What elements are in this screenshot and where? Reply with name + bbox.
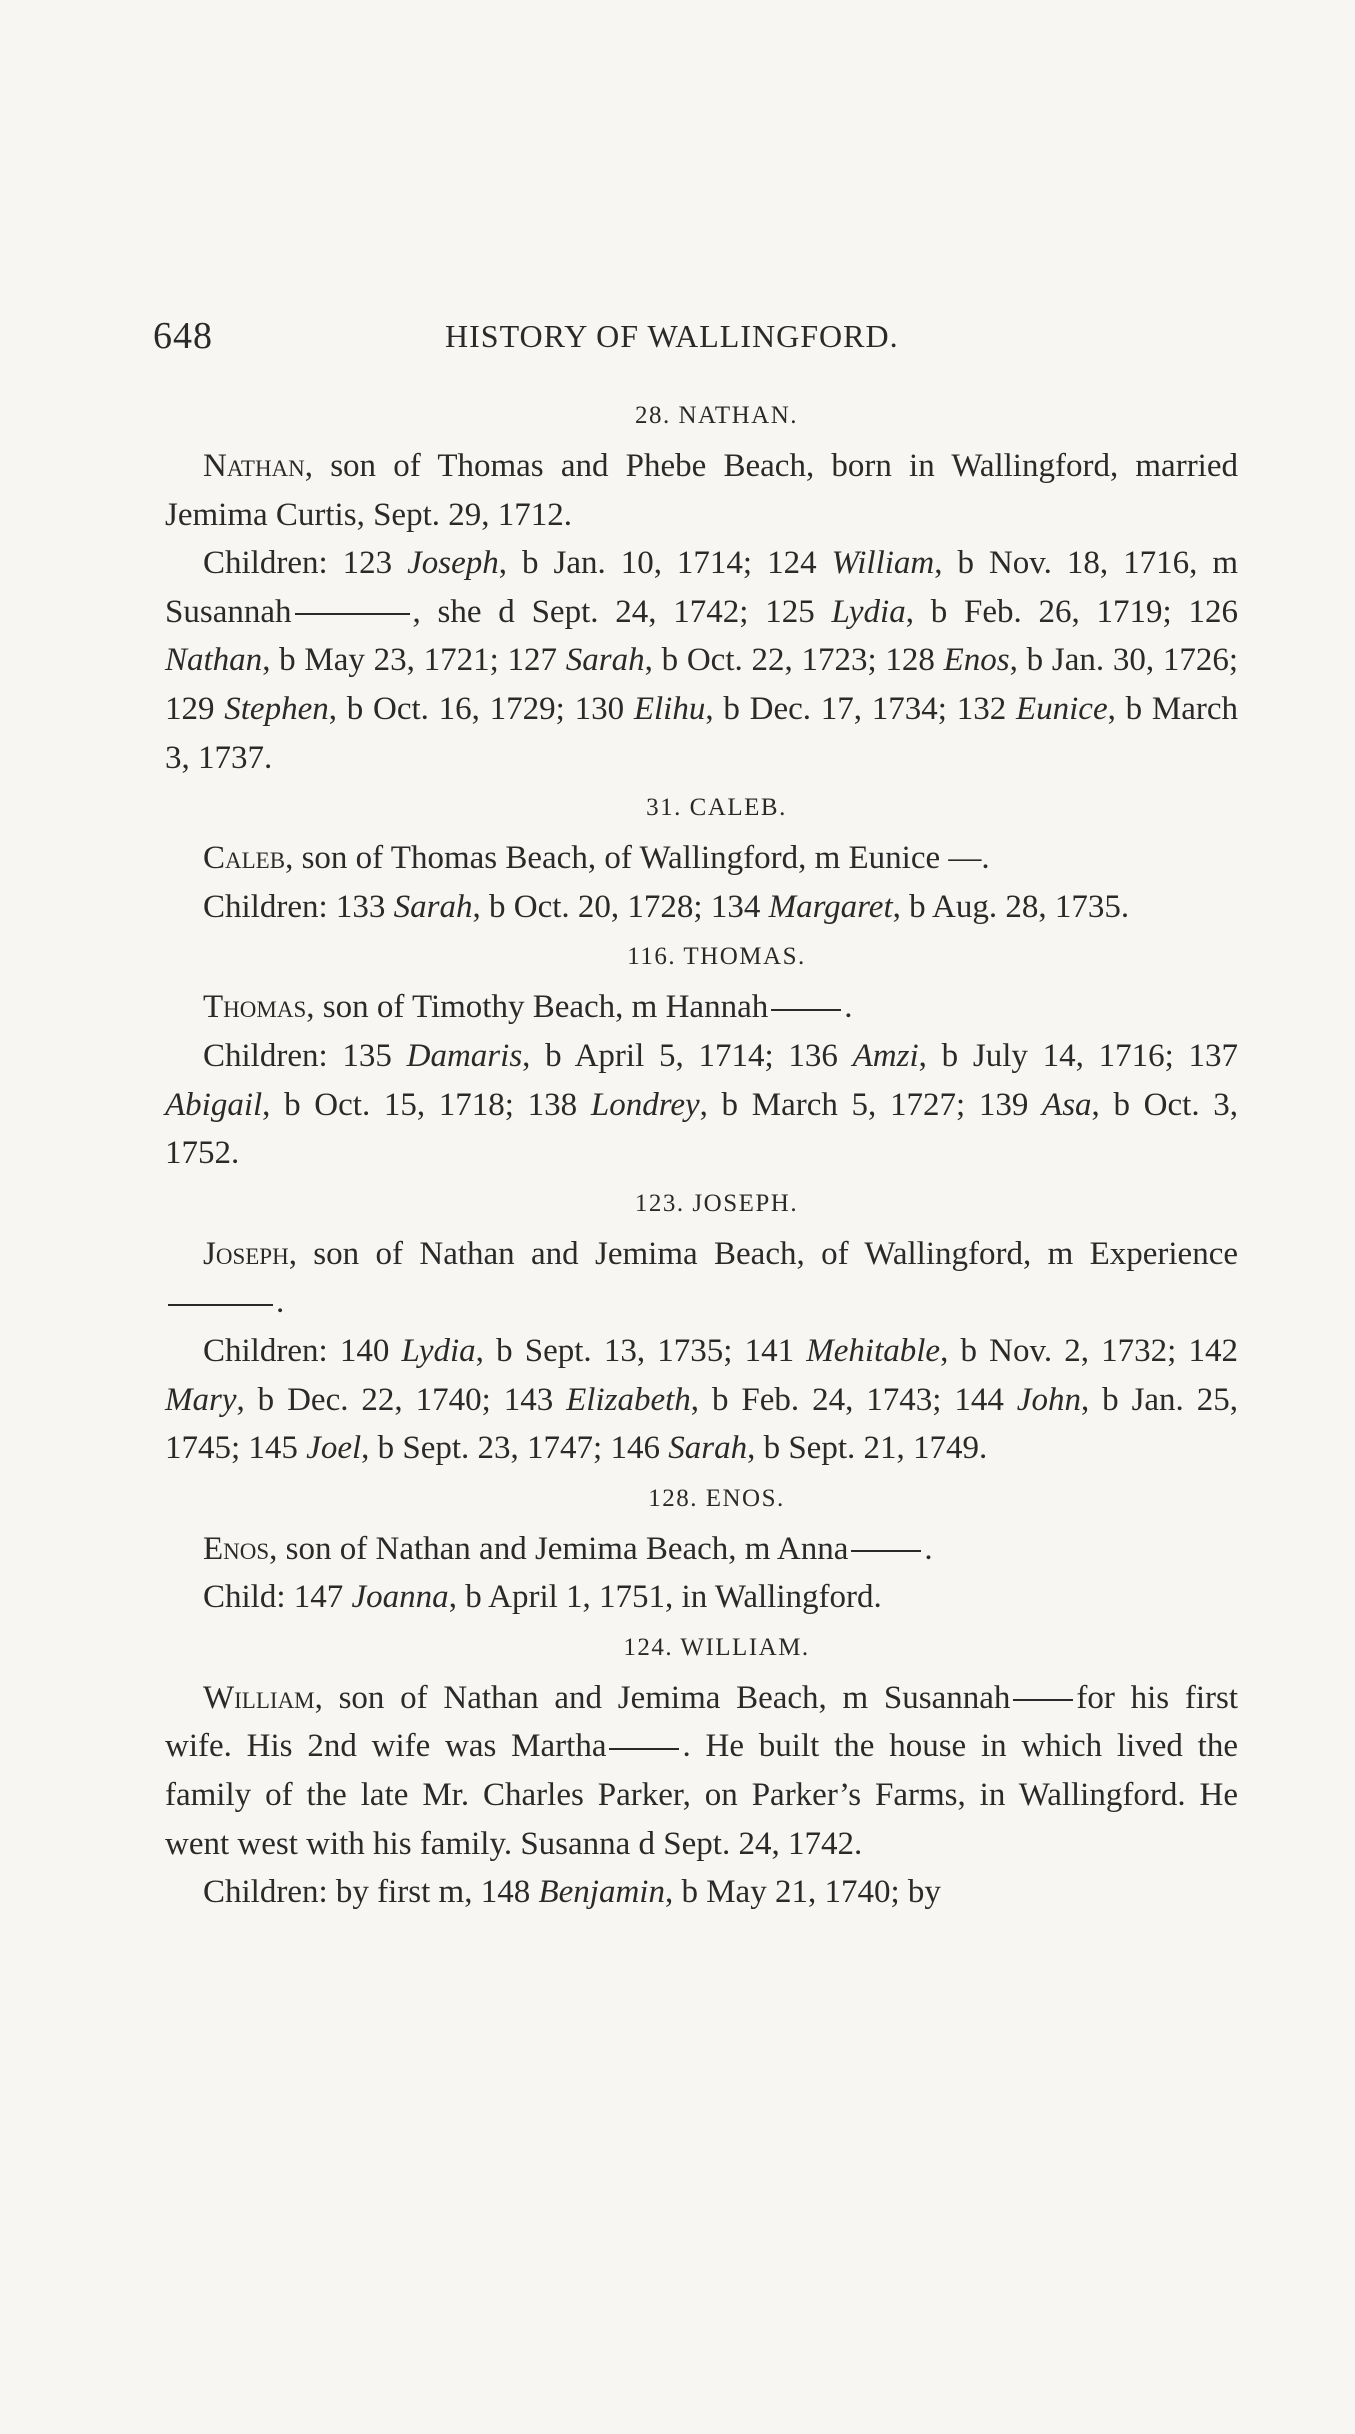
child-name: Sarah [393,888,473,925]
genealogy-text [165,390,1238,1917]
entry-text: , b Oct. 3, 1752. [165,1086,1239,1172]
child-name: Enos [943,642,1010,679]
entry-text: , she d Sept. 24, 1742; 125 [412,593,832,630]
entry-paragraph [165,834,1238,883]
entry-text: , b Feb. 24, 1743; 144 [690,1381,1017,1418]
section-heading: 123. JOSEPH. [634,1189,799,1217]
children-paragraph [165,1868,1238,1917]
entry-text: , b Jan. 30, 1726; 129 [165,642,1238,727]
entry-text: , b March 3, 1737. [165,690,1238,776]
entry-text: , son of Nathan and Jemima Beach, m Anna [269,1530,849,1567]
entry-paragraph [165,1230,1238,1327]
entry-text: , son of Timothy Beach, m Hannah [306,989,769,1026]
entry-text: , b Nov. 2, 1732; 142 [940,1332,1238,1369]
page-number: 648 [153,315,213,357]
entry-text: , b May 23, 1721; 127 [262,642,566,679]
section-heading: 128. ENOS. [648,1484,785,1512]
section-heading: 31. CALEB. [646,794,787,822]
children-paragraph [165,883,1238,932]
blank-dash [851,1550,921,1552]
blank-dash [609,1748,679,1750]
person-name: Joseph [203,1235,289,1272]
entry-paragraph [165,1674,1238,1868]
entry-text: Children: 140 [203,1332,402,1369]
entry-text: , b Sept. 23, 1747; 146 [361,1430,669,1467]
entry-text: for his first wife. His 2nd wife was Martha [165,1679,1238,1765]
child-name: Stephen [224,690,329,727]
children-paragraph [165,1573,1238,1622]
entry-text: , b May 21, 1740; by [664,1874,941,1911]
child-name: Sarah [668,1430,748,1467]
entry-text: . He built the house in which lived the family of the late Mr. Charles Parker, on Parker’s Farms, in Wallingford. He went west with his family. Susanna d Sept. 24, 1742. [165,1728,1238,1862]
entry-text: Children: by first m, 148 [203,1874,539,1911]
person-name: Caleb [203,840,286,877]
child-name: John [1016,1381,1081,1418]
entry-text: , b April 1, 1751, in Wallingford. [448,1579,882,1616]
child-name: Joanna [351,1579,449,1616]
blank-dash [1013,1699,1073,1701]
blank-dash [168,1304,273,1306]
entry-text: , son of Nathan and Jemima Beach, of Wallingford, m Experience [288,1235,1238,1272]
running-head [153,314,1238,364]
child-name: Nathan [165,642,263,679]
entry-text: , b Feb. 26, 1719; 126 [905,593,1239,630]
entry-text: , son of Thomas Beach, of Wallingford, m Eunice —. [285,840,990,877]
child-name: Abigail [165,1086,263,1123]
entry-text: , b Oct. 16, 1729; 130 [328,690,634,727]
entry-text: . [924,1530,933,1567]
child-name: Mary [165,1381,237,1418]
child-name: Lydia [401,1332,476,1369]
child-name: Damaris [406,1037,523,1074]
entry-text: , b Nov. 18, 1716, m Susannah [165,545,1239,630]
entry-text: , b Sept. 21, 1749. [747,1430,988,1467]
child-name: Lydia [831,593,906,630]
section-heading: 124. WILLIAM. [623,1633,810,1661]
entry-text: , b Jan. 25, 1745; 145 [165,1381,1238,1467]
entry-text: , b July 14, 1716; 137 [918,1037,1239,1074]
child-name: Asa [1042,1086,1092,1123]
entry-paragraph [165,983,1238,1032]
child-name: Joseph [407,545,499,582]
entry-text: , b Sept. 13, 1735; 141 [475,1332,807,1369]
entry-text: , b Oct. 15, 1718; 138 [262,1086,591,1123]
entry-paragraph [165,1525,1238,1574]
entry-text: Children: 133 [203,888,394,925]
entry-text: Child: 147 [203,1579,352,1616]
children-paragraph [165,1327,1238,1473]
entry-text: . [276,1284,285,1321]
person-name: William [203,1679,315,1716]
child-name: Eunice [1015,690,1108,727]
child-name: William [831,545,935,582]
entry-text: Children: 135 [203,1037,407,1074]
entry-text: , b Dec. 17, 1734; 132 [705,690,1016,727]
entry-text: , b Jan. 10, 1714; 124 [498,545,832,582]
child-name: Mehitable [806,1332,941,1369]
section-heading: 28. NATHAN. [634,402,799,429]
entry-text: , b March 5, 1727; 139 [699,1086,1043,1123]
entry-text: , son of Nathan and Jemima Beach, m Susannah [314,1679,1011,1716]
entry-text: , b Dec. 22, 1740; 143 [236,1381,567,1418]
entry-text: , b April 5, 1714; 136 [522,1037,853,1074]
children-paragraph [165,1032,1238,1178]
running-title: HISTORY OF WALLINGFORD. [445,318,899,354]
child-name: Sarah [565,642,645,679]
child-name: Amzi [852,1037,919,1074]
child-name: Londrey [590,1086,700,1123]
entry-text: , son of Thomas and Phebe Beach, born in Wallingford, married Jemima Curtis, Sept. 29, 1712. [165,448,1238,533]
child-name: Margaret [768,888,893,925]
person-name: Nathan [203,448,305,484]
child-name: Joel [306,1430,362,1467]
entry-text: , b Aug. 28, 1735. [892,888,1130,925]
person-name: Enos [203,1530,270,1567]
child-name: Elihu [633,690,706,727]
entry-text: , b Oct. 20, 1728; 134 [472,888,769,925]
entry-text: . [844,989,853,1026]
section-heading: 116. THOMAS. [627,943,806,971]
entry-text: , b Oct. 22, 1723; 128 [644,642,944,679]
children-paragraph [165,539,1238,782]
entry-text: Children: 123 [203,545,408,582]
blank-dash [771,1009,841,1011]
person-name: Thomas [203,989,307,1026]
entry-paragraph [165,442,1238,539]
child-name: Benjamin [538,1874,665,1911]
blank-dash [295,613,410,615]
child-name: Elizabeth [566,1381,691,1418]
